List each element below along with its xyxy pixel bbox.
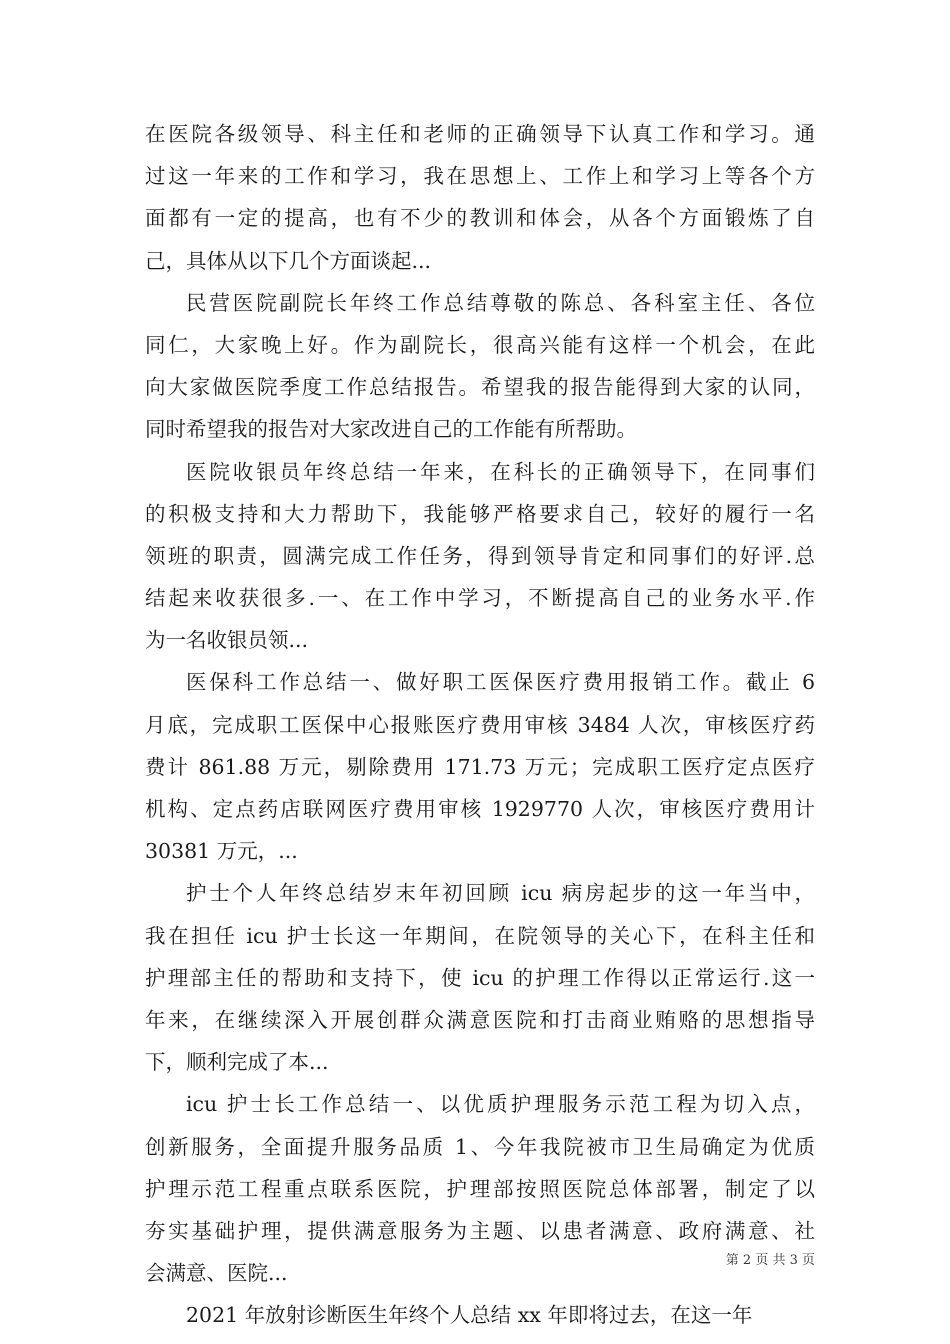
paragraph-line: 创新服务，全面提升服务品质 1、今年我院被市卫生局确定为优质	[145, 1134, 815, 1159]
paragraph-line: 2021 年放射诊断医生年终个人总结 xx 年即将过去，在这一年	[186, 1303, 753, 1328]
paragraph-line: 民营医院副院长年终工作总结尊敬的陈总、各科室主任、各位	[186, 290, 815, 315]
paragraph-line: 医保科工作总结一、做好职工医保医疗费用报销工作。截止 6	[186, 670, 815, 695]
paragraph-line: 月底，完成职工医保中心报账医疗费用审核 3484 人次，审核医疗药	[145, 712, 815, 737]
paragraph-line: 向大家做医院季度工作总结报告。希望我的报告能得到大家的认同，	[145, 375, 815, 400]
paragraph-line: 同时希望我的报告对大家改进自己的工作能有所帮助。	[145, 417, 637, 442]
paragraph-line: icu 护士长工作总结一、以优质护理服务示范工程为切入点，	[186, 1092, 815, 1117]
paragraph-line: 护士个人年终总结岁末年初回顾 icu 病房起步的这一年当中，	[186, 881, 815, 906]
paragraph	[145, 451, 815, 662]
paragraph-line: 我在担任 icu 护士长这一年期间，在院领导的关心下，在科主任和	[145, 923, 815, 948]
paragraph-line: 领班的职责，圆满完成工作任务，得到领导肯定和同事们的好评.总	[145, 543, 815, 568]
paragraph-line: 为一名收银员领...	[145, 628, 309, 653]
paragraph	[145, 1294, 815, 1336]
paragraph-line: 会满意、医院...	[145, 1261, 288, 1286]
paragraph-line: 结起来收获很多.一、在工作中学习，不断提高自己的业务水平.作	[145, 586, 815, 611]
paragraph	[145, 872, 815, 1083]
page-number-footer: 第 2 页 共 3 页	[725, 1253, 815, 1268]
paragraph-line: 护理示范工程重点联系医院，护理部按照医院总体部署，制定了以	[145, 1176, 815, 1201]
paragraph-line: 己，具体从以下几个方面谈起...	[145, 248, 432, 273]
paragraph-line: 夯实基础护理，提供满意服务为主题、以患者满意、政府满意、社	[145, 1218, 815, 1243]
paragraph-line: 30381 万元，...	[145, 839, 298, 864]
paragraph-line: 面都有一定的提高，也有不少的教训和体会，从各个方面锻炼了自	[145, 206, 815, 231]
paragraph	[145, 282, 815, 451]
paragraph-line: 机构、定点药店联网医疗费用审核 1929770 人次，审核医疗费用计	[145, 797, 815, 821]
paragraph-line: 费计 861.88 万元，剔除费用 171.73 万元；完成职工医疗定点医疗	[145, 754, 815, 779]
document-body	[145, 113, 815, 1336]
paragraph-line: 同仁，大家晚上好。作为副院长，很高兴能有这样一个机会，在此	[145, 332, 815, 357]
paragraph-line: 过这一年来的工作和学习，我在思想上、工作上和学习上等各个方	[145, 164, 815, 189]
paragraph-line: 医院收银员年终总结一年来，在科长的正确领导下，在同事们	[186, 459, 815, 484]
paragraph-line: 年来，在继续深入开展创群众满意医院和打击商业贿赂的思想指导	[145, 1007, 815, 1032]
paragraph-line: 护理部主任的帮助和支持下，使 icu 的护理工作得以正常运行.这一	[145, 965, 815, 990]
paragraph-line: 下，顺利完成了本...	[145, 1050, 329, 1075]
paragraph	[145, 113, 815, 282]
paragraph	[145, 661, 815, 872]
paragraph-line: 在医院各级领导、科主任和老师的正确领导下认真工作和学习。通	[145, 122, 815, 146]
paragraph-line: 的积极支持和大力帮助下，我能够严格要求自己，较好的履行一名	[145, 501, 815, 526]
